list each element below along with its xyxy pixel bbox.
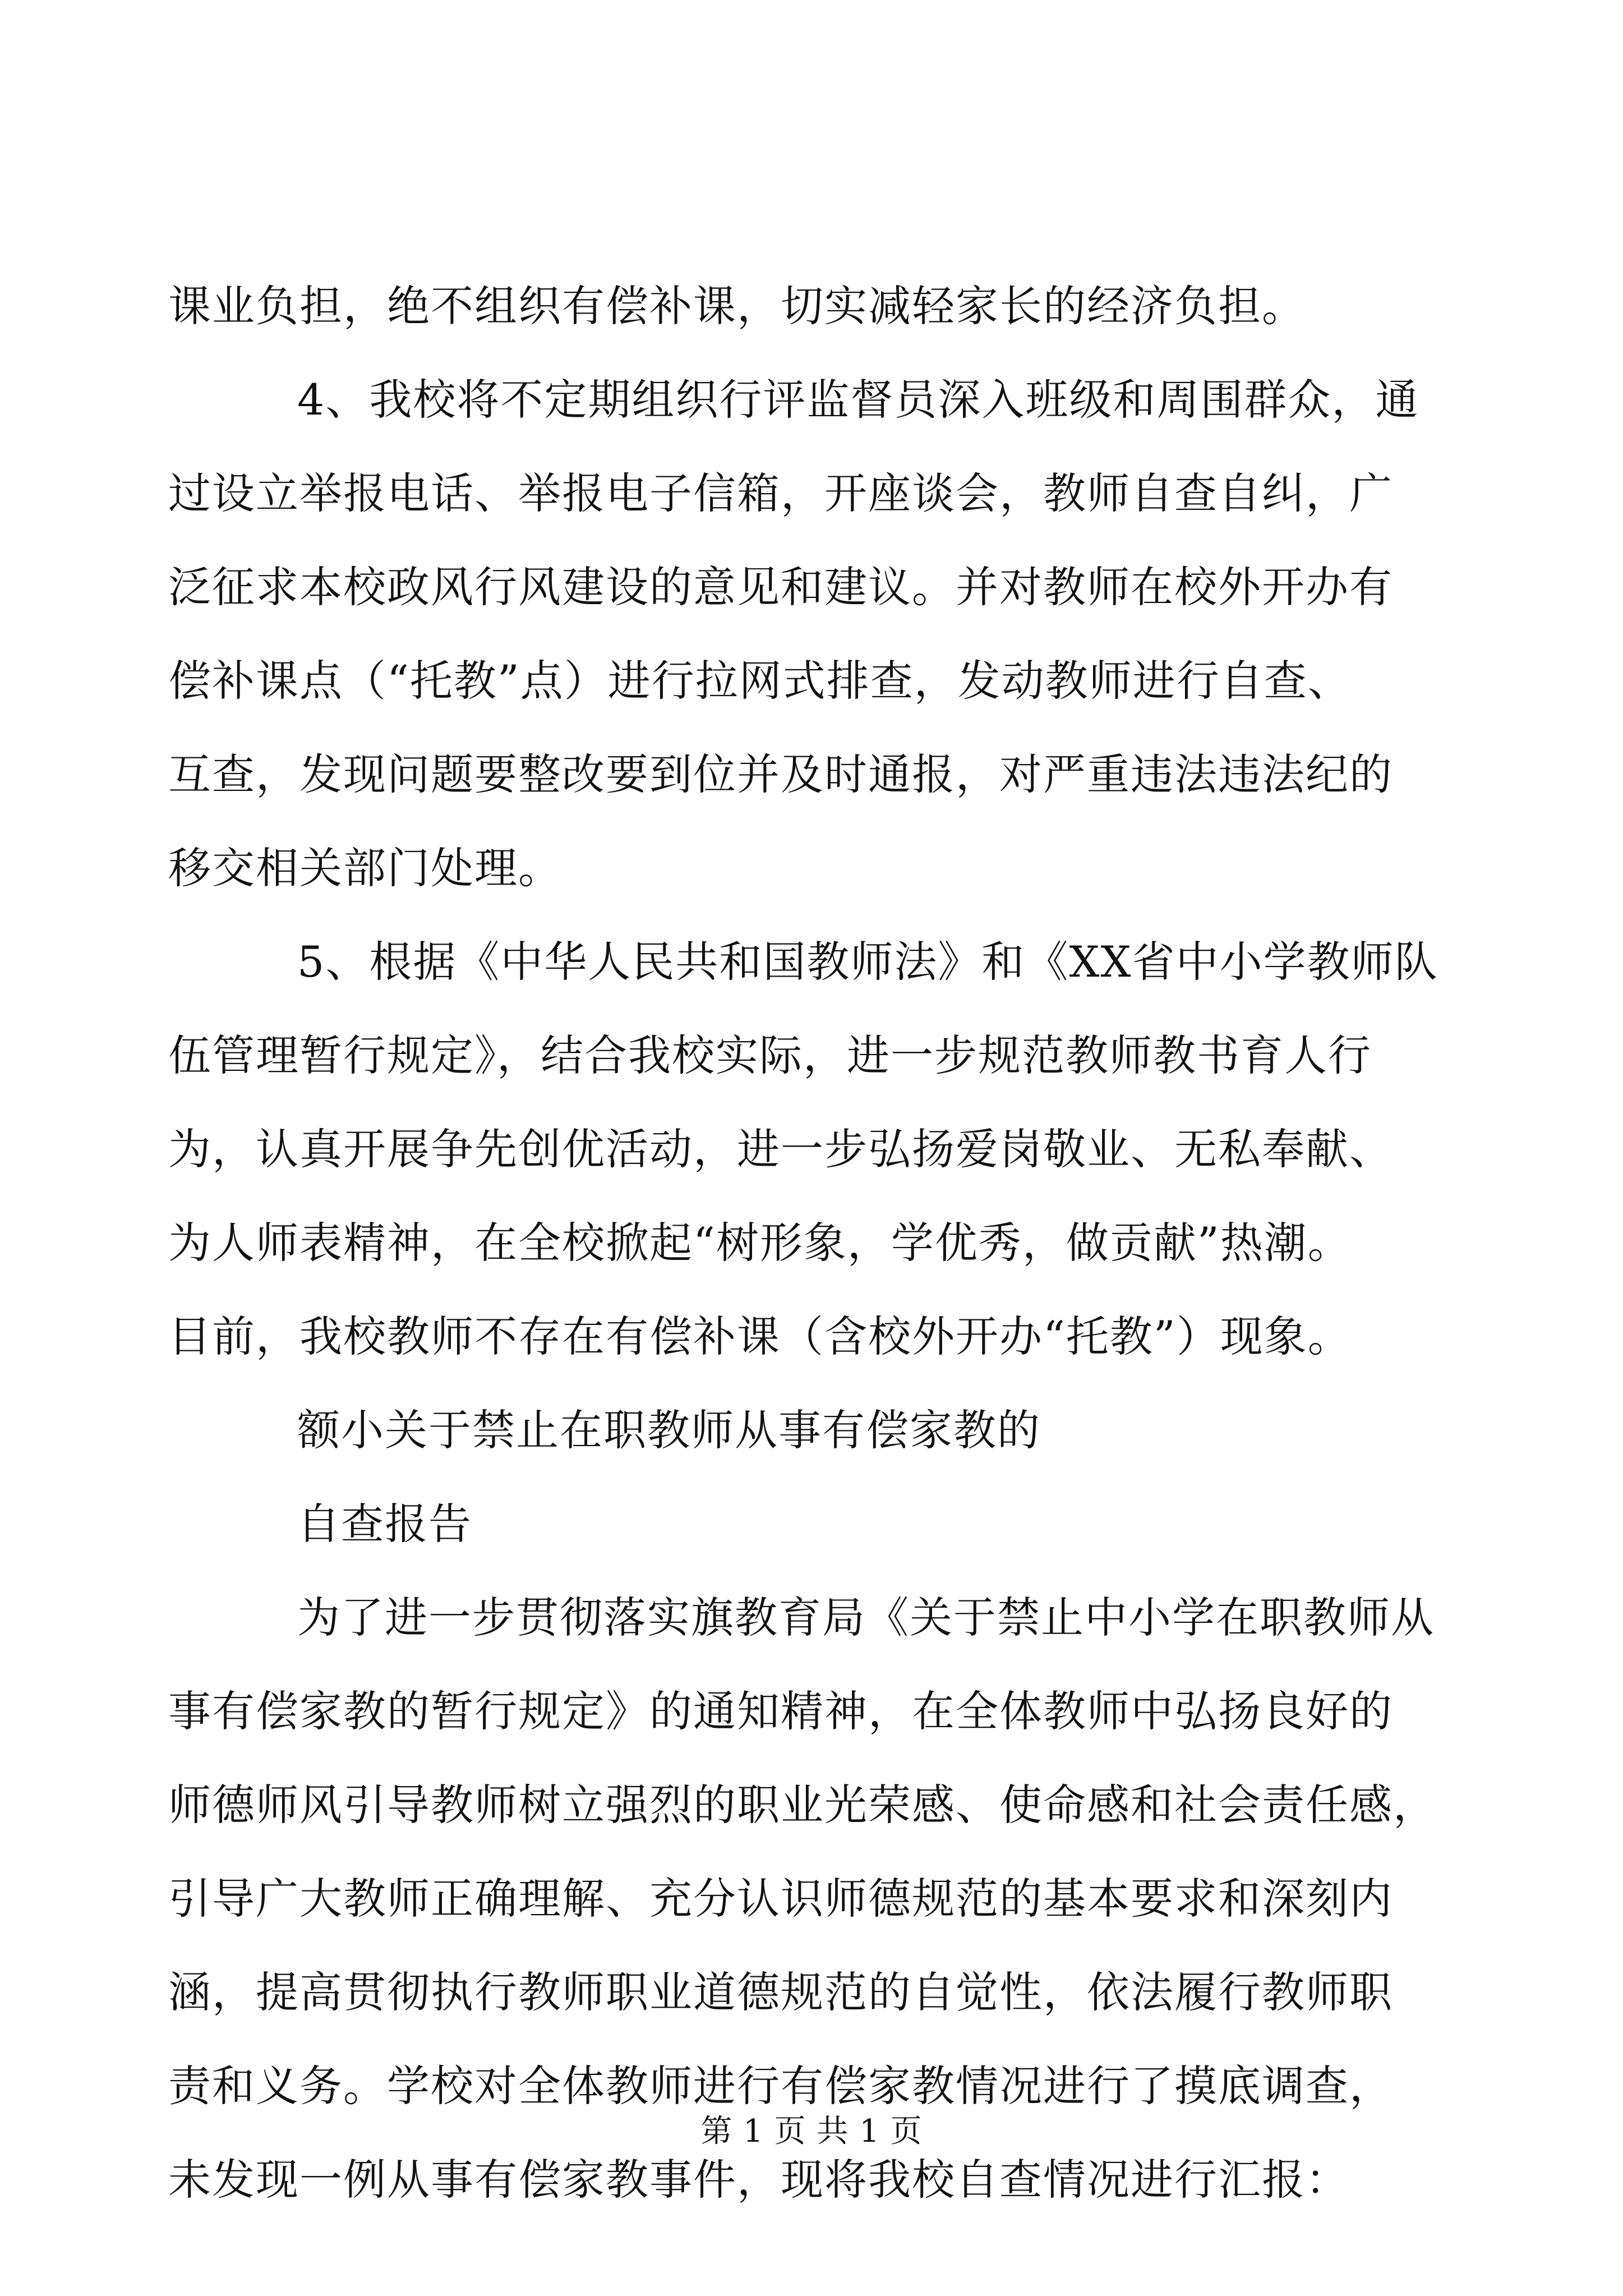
text-line: 过设立举报电话、举报电子信箱，开座谈会，教师自查自纠，广: [168, 468, 1393, 518]
text-line: 移交相关部门处理。: [168, 843, 562, 893]
text-line: 为人师表精神，在全校掀起“树形象，学优秀，做贡献”热潮。: [168, 1218, 1352, 1268]
text-line: 泛征求本校政风行风建设的意见和建议。并对教师在校外开办有: [168, 562, 1393, 612]
text-line: 4、我校将不定期组织行评监督员深入班级和周围群众，通: [297, 375, 1419, 425]
text-line: 伍管理暂行规定》，结合我校实际，进一步规范教师教书育人行: [168, 1030, 1372, 1080]
page-footer: 第 1 页 共 1 页: [700, 2113, 923, 2150]
text-line: 事有偿家教的暂行规定》的通知精神，在全体教师中弘扬良好的: [168, 1686, 1393, 1736]
text-line: 未发现一例从事有偿家教事件，现将我校自查情况进行汇报：: [168, 2155, 1349, 2205]
text-line: 涵，提高贯彻执行教师职业道德规范的自觉性，依法履行教师职: [168, 1967, 1393, 2017]
text-line: 为了进一步贯彻落实旗教育局《关于禁止中小学在职教师从: [297, 1593, 1435, 1642]
text-line: 5、根据《中华人民共和国教师法》和《XX省中小学教师队: [297, 937, 1438, 987]
text-line: 互查，发现问题要整改要到位并及时通报，对严重违法违法纪的: [168, 749, 1393, 799]
text-line: 偿补课点（“托教”点）进行拉网式排查，发动教师进行自查、: [168, 656, 1352, 706]
text-line: 师德师风引导教师树立强烈的职业光荣感、使命感和社会责任感，: [168, 1780, 1437, 1830]
section-heading: 额小关于禁止在职教师从事有偿家教的: [297, 1405, 1041, 1455]
section-heading: 自查报告: [297, 1499, 472, 1549]
text-line: 责和义务。学校对全体教师进行有偿家教情况进行了摸底调查，: [168, 2061, 1393, 2111]
text-line: 引导广大教师正确理解、充分认识师德规范的基本要求和深刻内: [168, 1874, 1393, 1924]
text-line: 为，认真开展争先创优活动，进一步弘扬爱岗敬业、无私奉献、: [168, 1124, 1393, 1174]
text-line: 目前，我校教师不存在有偿补课（含校外开办“托教”）现象。: [168, 1312, 1352, 1361]
document-body: [168, 259, 1438, 2226]
text-line: 课业负担，绝不组织有偿补课，切实减轻家长的经济负担。: [168, 281, 1306, 331]
